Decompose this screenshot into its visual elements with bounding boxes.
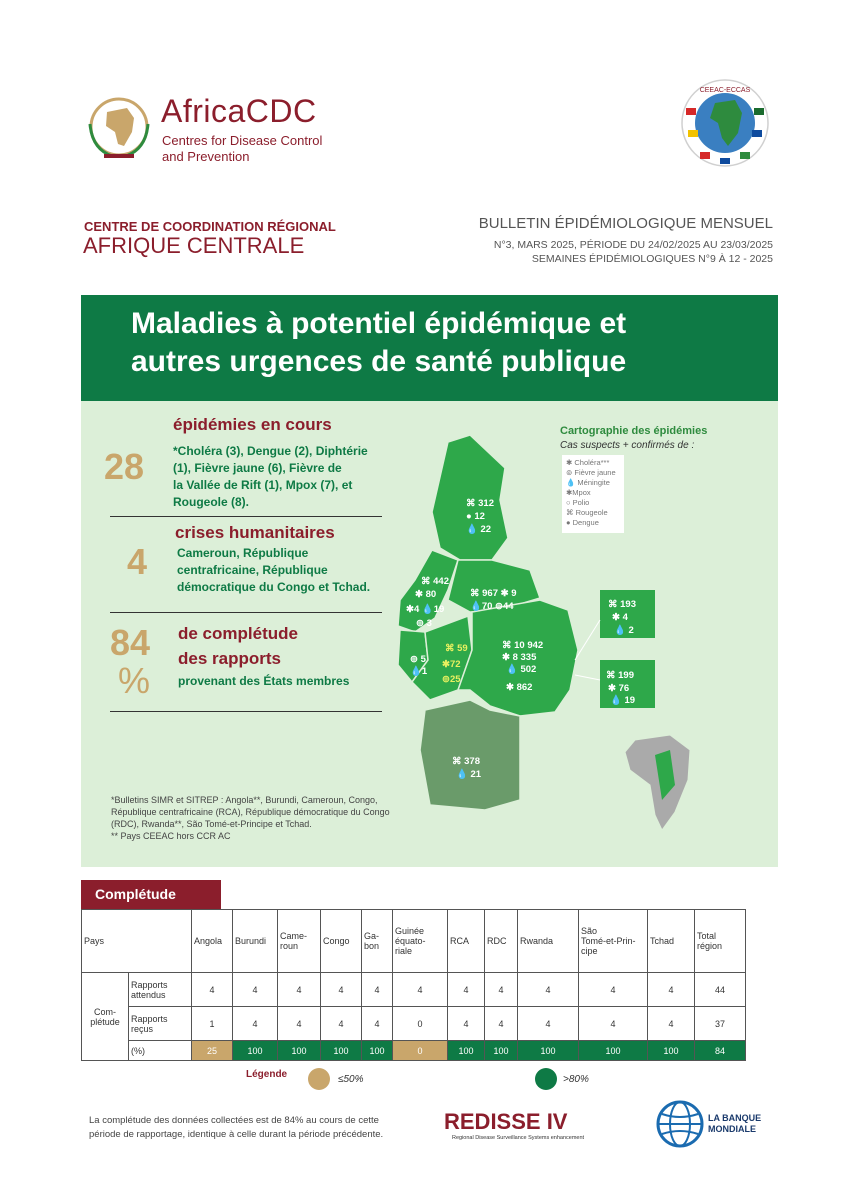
completeness-summary: La complétude des données collectées est de 84% au cours de cette période de rapportage, identique à celle durant la période précédente. bbox=[89, 1115, 384, 1140]
completeness-table bbox=[81, 909, 746, 1061]
section-title-line1: Maladies à potentiel épidémique et bbox=[131, 307, 627, 340]
africa-cdc-logo bbox=[82, 94, 157, 164]
table-cell: 100 bbox=[362, 1041, 393, 1061]
legend-label: Légende bbox=[246, 1069, 288, 1080]
table-cell: 4 bbox=[448, 973, 485, 1007]
table-cell: 4 bbox=[278, 973, 321, 1007]
header-country: Rwanda bbox=[518, 910, 579, 973]
table-cell: 100 bbox=[648, 1041, 695, 1061]
bulletin-weeks: SEMAINES ÉPIDÉMIOLOGIQUES N°9 À 12 - 2025 bbox=[531, 253, 773, 265]
map-label-congo: ✱72 bbox=[442, 659, 461, 670]
table-row bbox=[82, 1007, 746, 1041]
header-country: RDC bbox=[485, 910, 518, 973]
map-label-rdc: ✱ 862 bbox=[506, 682, 533, 693]
org-name: AfricaCDC bbox=[161, 93, 317, 129]
table-cell: 4 bbox=[362, 1007, 393, 1041]
table-cell: 84 bbox=[695, 1041, 746, 1061]
table-cell: 4 bbox=[518, 973, 579, 1007]
center-label-line2: AFRIQUE CENTRALE bbox=[83, 233, 305, 258]
epidemics-heading: épidémies en cours bbox=[173, 415, 332, 434]
map-label-cameroun: ✱4 💧19 bbox=[406, 604, 445, 615]
table-row-percent bbox=[82, 1041, 746, 1061]
table-cell: 4 bbox=[321, 973, 362, 1007]
table-cell: 100 bbox=[321, 1041, 362, 1061]
legend-cholera: ✱ Choléra*** bbox=[566, 458, 610, 467]
crises-heading: crises humanitaires bbox=[175, 523, 335, 542]
table-cell: 4 bbox=[233, 1007, 278, 1041]
legend-mpox: ✱Mpox bbox=[566, 488, 591, 497]
redisse-logo: REDISSE IV bbox=[444, 1109, 568, 1134]
table-cell: 4 bbox=[278, 1007, 321, 1041]
legend-high-label: >80% bbox=[563, 1074, 589, 1085]
completeness-tab: Complétude bbox=[81, 880, 221, 909]
map-label-burundi: 💧 19 bbox=[610, 695, 636, 706]
map-legend-title: Cartographie des épidémies bbox=[560, 425, 708, 437]
epidemics-count: 28 bbox=[104, 446, 145, 487]
completeness-heading2: des rapports bbox=[178, 649, 281, 668]
org-subtitle-1: Centres for Disease Control bbox=[162, 133, 323, 148]
table-cell: 4 bbox=[579, 1007, 648, 1041]
table-cell: 4 bbox=[393, 973, 448, 1007]
table-cell: 37 bbox=[695, 1007, 746, 1041]
center-label-line1: CENTRE DE COORDINATION RÉGIONAL bbox=[84, 219, 336, 234]
table-cell: 0 bbox=[393, 1007, 448, 1041]
map-label-rwanda: ✱ 4 bbox=[612, 612, 628, 623]
map-label-rdc: 💧 502 bbox=[506, 664, 537, 675]
table-cell: 25 bbox=[192, 1041, 233, 1061]
completeness-number: 84 bbox=[110, 622, 151, 663]
table-cell: 4 bbox=[648, 1007, 695, 1041]
org-subtitle-2: and Prevention bbox=[162, 149, 250, 164]
world-bank-globe-icon bbox=[656, 1100, 704, 1148]
map-angola bbox=[420, 700, 520, 810]
legend-low-swatch bbox=[308, 1068, 330, 1090]
table-cell: 1 bbox=[192, 1007, 233, 1041]
table-cell: 4 bbox=[321, 1007, 362, 1041]
header-pays: Pays bbox=[82, 910, 192, 973]
table-cell: 4 bbox=[518, 1007, 579, 1041]
table-cell: 100 bbox=[448, 1041, 485, 1061]
row-label: Rapports reçus bbox=[129, 1007, 192, 1041]
row-label: Rapports attendus bbox=[129, 973, 192, 1007]
completeness-details: provenant des États membres bbox=[178, 674, 350, 688]
map-label-tchad: 💧 22 bbox=[466, 524, 492, 535]
map-label-congo: ⊚25 bbox=[442, 674, 461, 685]
legend-meningitis: 💧 Méningite bbox=[566, 478, 610, 487]
map-label-burundi: ✱ 76 bbox=[608, 683, 630, 694]
ceeac-logo bbox=[680, 78, 770, 168]
africa-inset-map bbox=[625, 735, 690, 830]
table-cell: 0 bbox=[393, 1041, 448, 1061]
divider bbox=[110, 612, 382, 613]
table-cell: 100 bbox=[579, 1041, 648, 1061]
map-label-rwanda: ⌘ 193 bbox=[608, 599, 636, 610]
divider bbox=[110, 516, 382, 517]
header-country: São Tomé-et-Prin- cipe bbox=[579, 910, 648, 973]
footnote: *Bulletins SIMR et SITREP : Angola**, Burundi, Cameroun, Congo, République centrafricaine (RCA), République démocratique du Congo (RDC), Rwanda**, São Tomé-et-Principe et Tchad. ** Pays CEEAC hors CCR AC bbox=[111, 795, 390, 841]
legend-low-label: ≤50% bbox=[338, 1074, 364, 1085]
map-label-angola: 💧 21 bbox=[456, 769, 482, 780]
map-label-burundi: ⌘ 199 bbox=[606, 670, 634, 681]
header-country: Came- roun bbox=[278, 910, 321, 973]
legend-dengue: ● Dengue bbox=[566, 518, 599, 527]
map-label-tchad: ⌘ 312 bbox=[466, 498, 494, 509]
bulletin-title: BULLETIN ÉPIDÉMIOLOGIQUE MENSUEL bbox=[478, 215, 773, 232]
header-country: Ga- bon bbox=[362, 910, 393, 973]
epidemics-details: *Choléra (3), Dengue (2), Diphtérie (1), Fièvre jaune (6), Fièvre de la Vallée de Rift (1), Mpox (7), et Rougeole (8). bbox=[173, 444, 368, 509]
table-cell: 4 bbox=[192, 973, 233, 1007]
row-group-label: Com- plétude bbox=[82, 973, 129, 1061]
table-cell: 100 bbox=[278, 1041, 321, 1061]
table-cell: 4 bbox=[362, 973, 393, 1007]
legend-yellow-fever: ⊚ Fièvre jaune bbox=[566, 468, 616, 477]
table-cell: 4 bbox=[485, 973, 518, 1007]
table-cell: 4 bbox=[485, 1007, 518, 1041]
crises-count: 4 bbox=[127, 541, 148, 582]
table-cell: 44 bbox=[695, 973, 746, 1007]
completeness-heading1: de complétude bbox=[178, 624, 298, 643]
table-cell: 100 bbox=[518, 1041, 579, 1061]
legend-high-swatch bbox=[535, 1068, 557, 1090]
table-cell: 100 bbox=[233, 1041, 278, 1061]
map-label-cameroun: ✱ 80 bbox=[415, 589, 437, 600]
legend-polio: ○ Polio bbox=[566, 498, 590, 507]
map-label-cameroun: ⌘ 442 bbox=[421, 576, 449, 587]
header-country: Angola bbox=[192, 910, 233, 973]
divider bbox=[110, 711, 382, 712]
map-label-rca: ⌘ 967 ✱ 9 bbox=[470, 588, 517, 599]
completeness-unit: % bbox=[118, 660, 151, 701]
section-title bbox=[131, 305, 751, 381]
map-label-rdc: ⌘ 10 942 bbox=[502, 640, 544, 651]
section-title-line2: autres urgences de santé publique bbox=[131, 345, 627, 378]
map-label-gabon: ⊚ 5 bbox=[410, 654, 426, 665]
table-row bbox=[82, 973, 746, 1007]
header-country: RCA bbox=[448, 910, 485, 973]
world-bank-name: LA BANQUE MONDIALE bbox=[708, 1113, 762, 1134]
table-cell: 4 bbox=[233, 973, 278, 1007]
map-label-rwanda: 💧 2 bbox=[614, 625, 634, 636]
crises-details: Cameroun, République centrafricaine, République démocratique du Congo et Tchad. bbox=[177, 546, 371, 594]
ceeac-logo-text: CEEAC-ECCAS bbox=[699, 87, 751, 94]
map-legend bbox=[562, 455, 624, 533]
header-country: Congo bbox=[321, 910, 362, 973]
map-label-rdc: ✱ 8 335 bbox=[502, 652, 537, 663]
map-label-congo: ⌘ 59 bbox=[445, 643, 468, 654]
header-country: Tchad bbox=[648, 910, 695, 973]
table-cell: 4 bbox=[579, 973, 648, 1007]
header-country: Burundi bbox=[233, 910, 278, 973]
table-cell: 4 bbox=[448, 1007, 485, 1041]
table-header-row bbox=[82, 910, 746, 973]
map-label-rca: 💧70 ⊚44 bbox=[470, 601, 514, 612]
map-label-gabon: 💧1 bbox=[410, 666, 428, 677]
map-label-tchad: ● 12 bbox=[466, 511, 485, 522]
map-label-angola: ⌘ 378 bbox=[452, 756, 480, 767]
table-cell: 100 bbox=[485, 1041, 518, 1061]
redisse-subtitle: Regional Disease Surveillance Systems enhancement bbox=[452, 1135, 585, 1141]
row-label: (%) bbox=[129, 1041, 192, 1061]
map-legend-subtitle: Cas suspects + confirmés de : bbox=[560, 440, 695, 451]
bulletin-period: N°3, MARS 2025, PÉRIODE DU 24/02/2025 AU 23/03/2025 bbox=[493, 239, 773, 251]
legend-measles: ⌘ Rougeole bbox=[566, 508, 608, 517]
header-total: Total région bbox=[695, 910, 746, 973]
header-country: Guinée équato- riale bbox=[393, 910, 448, 973]
table-cell: 4 bbox=[648, 973, 695, 1007]
map-label-cameroun: ⊚ 3 bbox=[416, 618, 432, 629]
